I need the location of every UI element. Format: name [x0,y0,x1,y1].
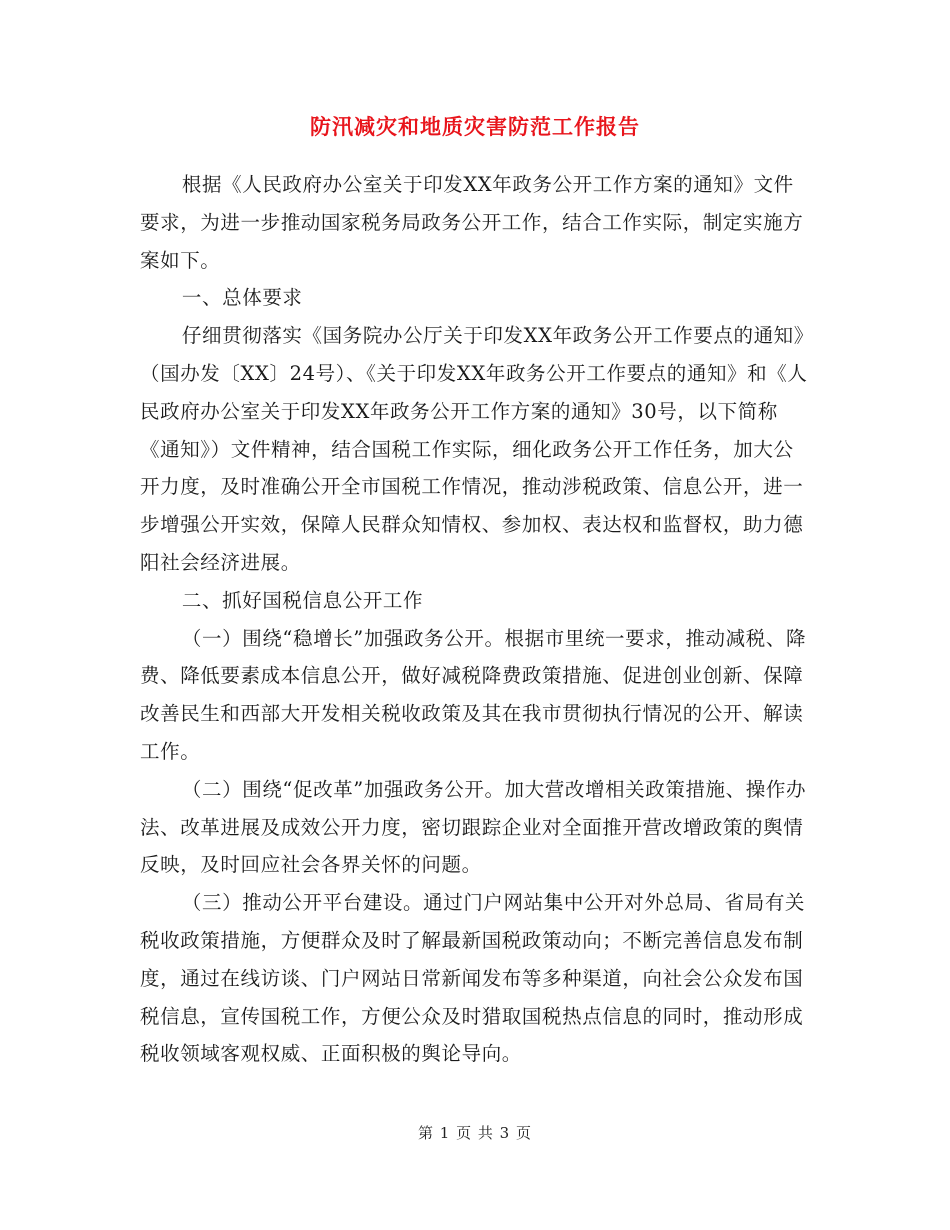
paragraph-overall-requirements: 仔细贯彻落实《国务院办公厅关于印发XX年政务公开工作要点的通知》（国办发〔XX〕24号）、《关于印发XX年政务公开工作要点的通知》和《人民政府办公室关于印发XX年政务公开工作方案的通知》30号，以下简称《通知》）文件精神，结合国税工作实际，细化政务公开工作任务，加大公开力度，及时准确公开全市国税工作情况，推动涉税政策、信息公开，进一步增强公开实效，保障人民群众知情权、参加权、表达权和监督权，助力德阳社会经济进展。 [140,324,808,574]
paragraph-item-1: （一）围绕“稳增长”加强政务公开。根据市里统一要求，推动减税、降费、降低要素成本信息公开，做好减税降费政策措施、促进创业创新、保障改善民生和西部大开发相关税收政策及其在我市贯彻执行情况的公开、解读工作。 [140,626,807,763]
document-title: 防汛减灾和地质灾害防范工作报告 [310,114,640,139]
section-heading-2: 二、抓好国税信息公开工作 [181,588,424,612]
paragraph-intro: 根据《人民政府办公室关于印发XX年政务公开工作方案的通知》文件要求，为进一步推动国家税务局政务公开工作，结合工作实际，制定实施方案如下。 [140,173,804,272]
paragraph-item-3: （三）推动公开平台建设。通过门户网站集中公开对外总局、省局有关税收政策措施，方便群众及时了解最新国税政策动向；不断完善信息发布制度，通过在线访谈、门户网站日常新闻发布等多种渠道，向社会公众发布国税信息，宣传国税工作，方便公众及时猎取国税热点信息的同时，推动形成税收领域客观权威、正面积极的舆论导向。 [140,891,806,1066]
document-body [140,166,812,1073]
paragraph-item-2: （二）围绕“促改革”加强政务公开。加大营改增相关政策措施、操作办法、改革进展及成效公开力度，密切跟踪企业对全面推开营改增政策的舆情反映，及时回应社会各界关怀的问题。 [140,777,807,877]
section-heading-1: 一、总体要求 [181,286,303,310]
page-footer: 第 1 页 共 3 页 [418,1124,532,1142]
